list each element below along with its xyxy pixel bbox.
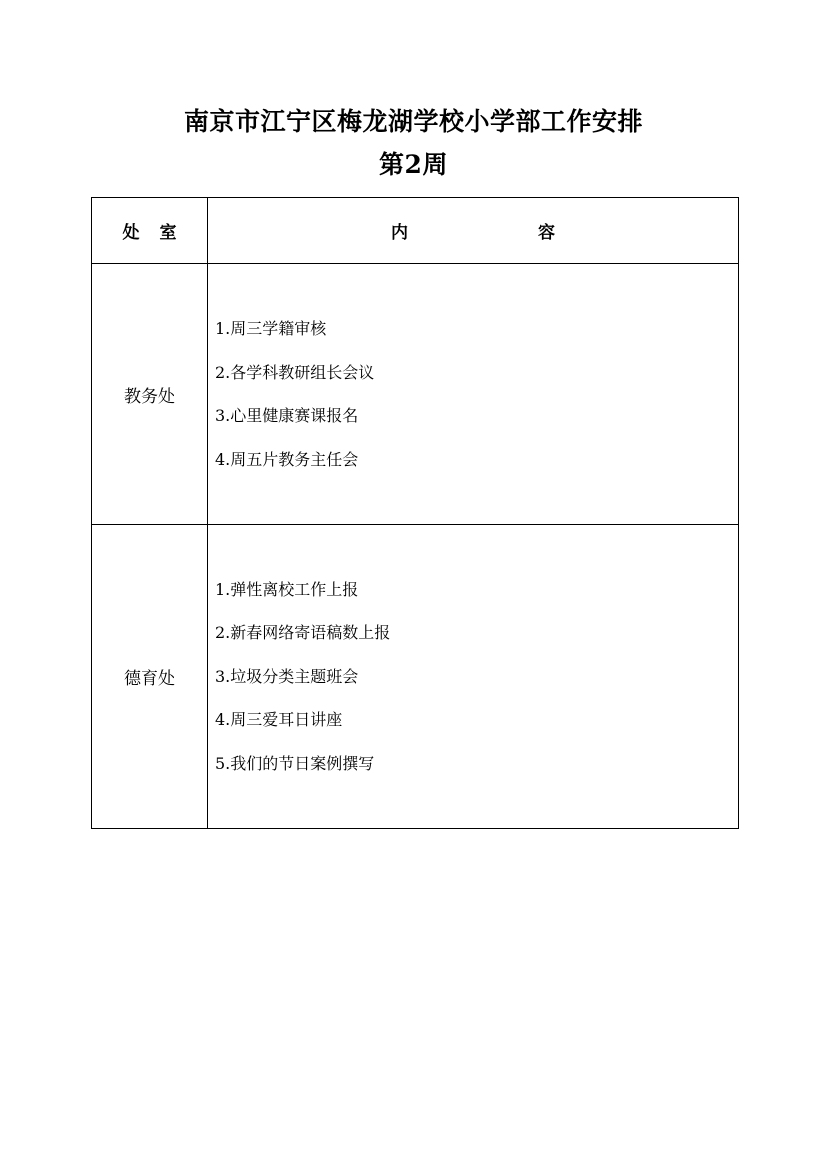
list-item: 1.弹性离校工作上报 (215, 579, 359, 599)
content-cell (208, 264, 739, 525)
list-item: 1.周三学籍审核 (215, 319, 327, 338)
content-cell (208, 525, 739, 829)
dept-cell: 德育处 (92, 525, 208, 829)
table-header-row (92, 198, 739, 264)
document-title: 南京市江宁区梅龙湖学校小学部工作安排 (183, 107, 643, 136)
list-item: 4.周三爱耳日讲座 (215, 710, 343, 730)
list-item: 2.新春网络寄语稿数上报 (215, 623, 391, 643)
list-item: 3.心里健康赛课报名 (215, 406, 359, 425)
list-item: 4.周五片教务主任会 (215, 449, 359, 469)
header-cell-content (208, 198, 739, 264)
list-item: 2.各学科教研组长会议 (215, 362, 375, 382)
header-content-label: 内容 (391, 223, 685, 243)
header-cell-dept (92, 198, 208, 264)
week-label: 第2周 (379, 150, 448, 179)
list-item: 5.我们的节日案例撰写 (215, 753, 375, 773)
table-row (92, 264, 739, 525)
list-item: 3.垃圾分类主题班会 (215, 666, 359, 686)
dept-cell: 教务处 (92, 264, 208, 525)
table-row (92, 525, 739, 829)
schedule-table (91, 197, 739, 829)
header-dept-label: 处室 (122, 223, 197, 243)
